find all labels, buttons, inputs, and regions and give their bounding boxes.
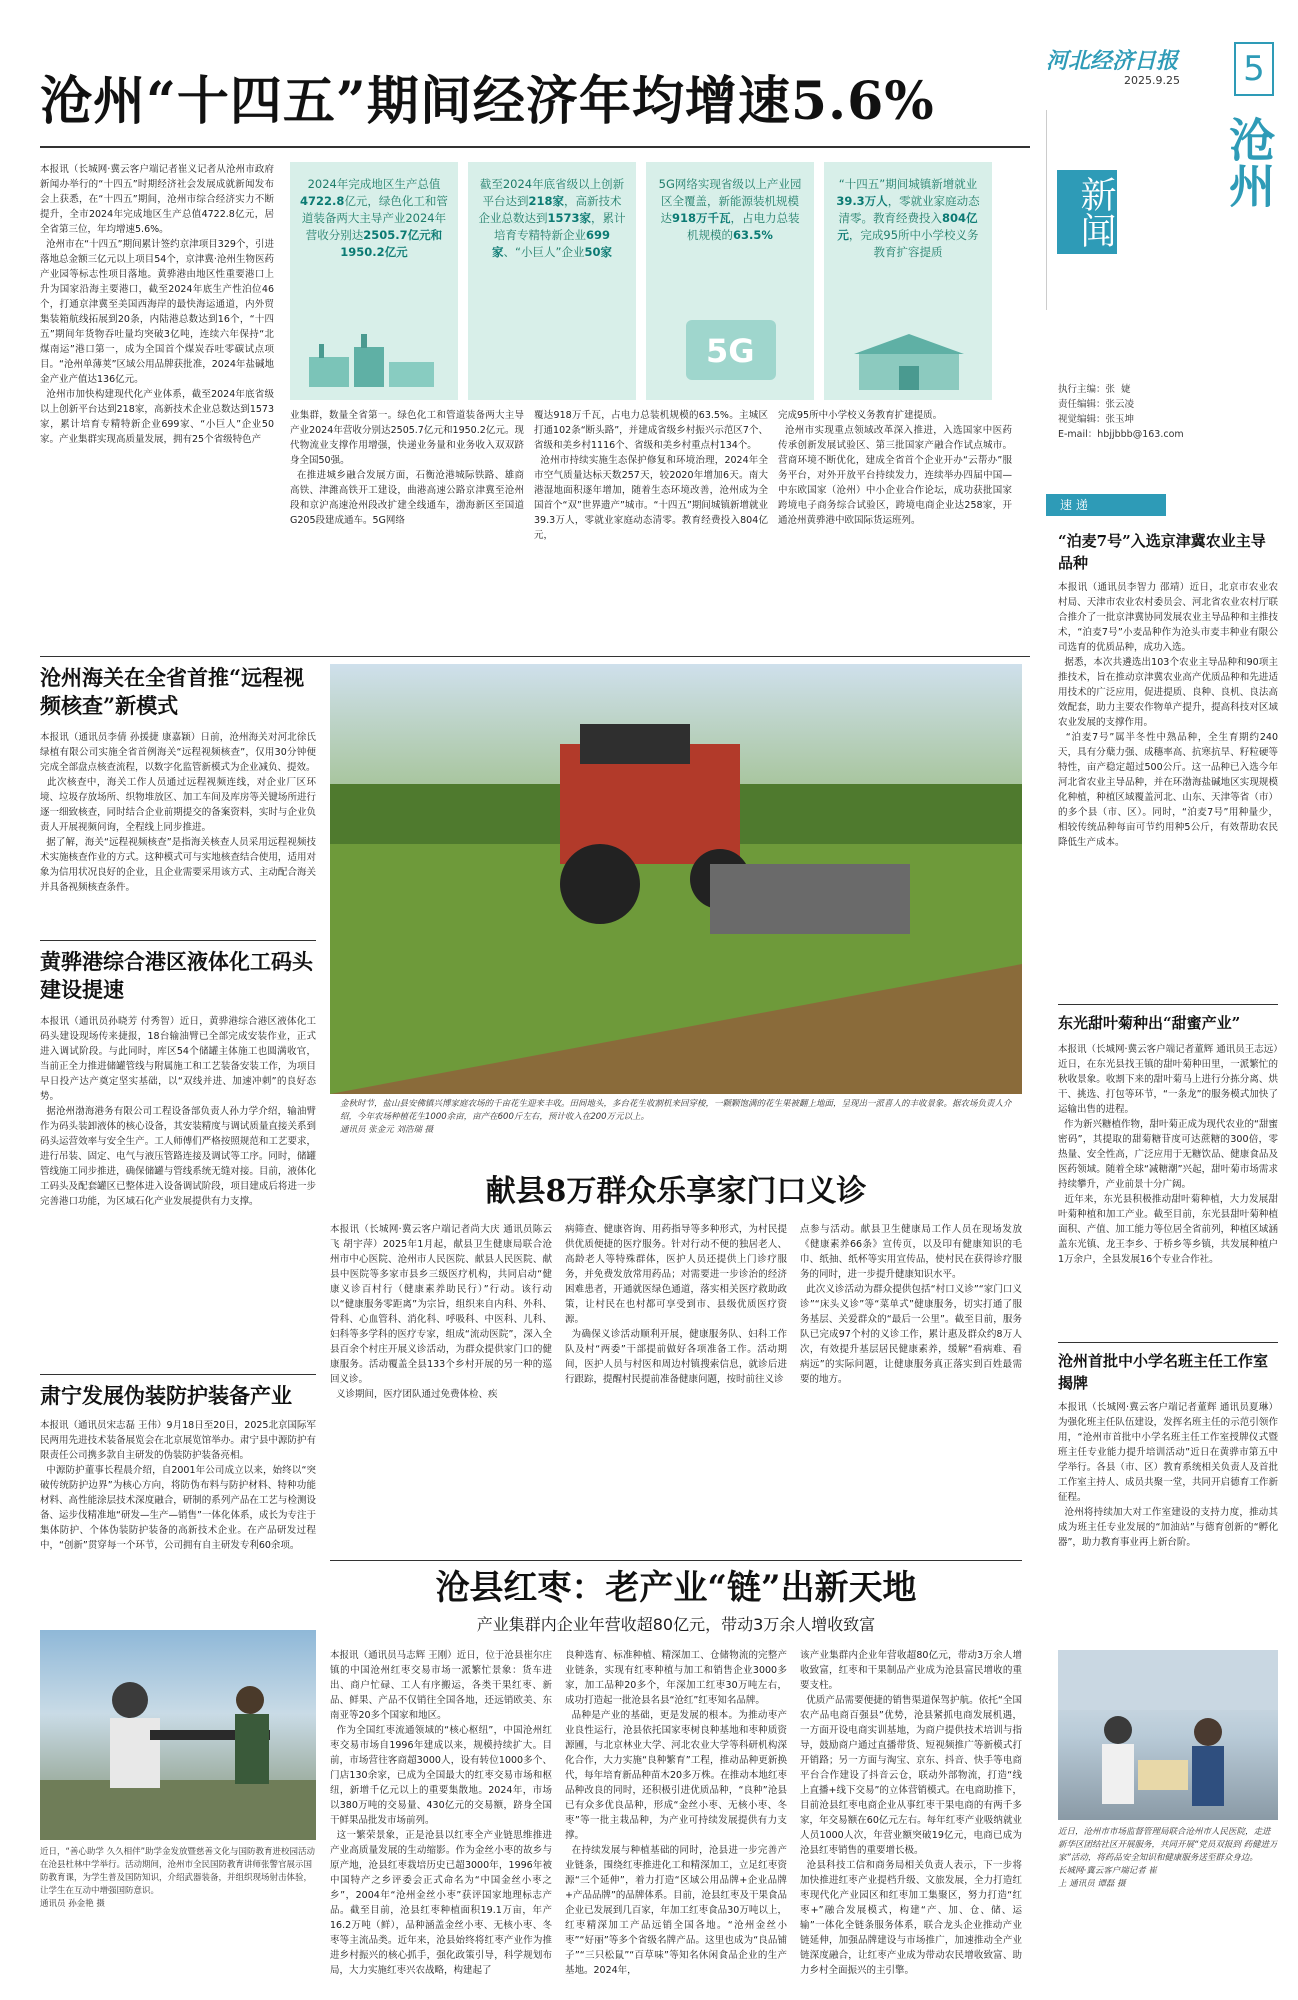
lead-body-cont1: 业集群，数量全省第一。绿色化工和管道装备两大主导产业2024年营收分别达2505.7亿元和1950.2亿元。现代物流业支撑作用增强，快递业务量和业务收入双双跻身全国50强。 在推进城乡融合发展方面，石衡沧港城际铁路、雄商高铁、津潍高铁开工建设，曲港高速公路京津冀至沧州段和京沪高速沧州段改扩建全线通车，渤海新区至国道G205段建成通车。5G网络 [290, 410, 524, 526]
photo-shooting-practice [40, 1630, 316, 1840]
article-title: 黄骅港综合港区液体化工码头建设提速 [40, 949, 313, 1002]
center-photo-caption: 金秋时节，盐山县安佛镇兴博家庭农场的千亩花生迎来丰收。田间地头，多台花生收割机来回穿梭，一颗颗饱满的花生果被翻上地面，呈现出一派喜人的丰收景象。据农场负责人介绍，今年农场种植花生1000余亩，亩产在600斤左右，预计收入在200万元以上。 通讯员 张金元 刘浩瑞 摄 [340, 1099, 1012, 1135]
sidebar-divider-2 [1058, 1342, 1278, 1343]
sidebar-banner [1046, 110, 1282, 310]
photo-medicine-safety [1058, 1650, 1278, 1820]
factory-illustration [298, 332, 450, 392]
jujube-article-col3: 该产业集群内企业年营收超80亿元，带动3万余人增收致富，红枣和干果制品产业成为沧县富民增收的重要支柱。 优质产品需要便捷的销售渠道保驾护航。依托“全国农产品电商百强县”优势，沧县紧抓电商发展机遇，一方面开设电商实训基地，为商户提供技术培训与指导，鼓励商户通过直播带货、短视频推广等新模式打开销路；另一方面与淘宝、京东、抖音、快手等电商平台合作建设了抖音云仓，联动外部物流，打造“线上直播+线下交易”的立体营销模式。在电商助推下，目前沧县红枣电商企业从事红枣干果电商的有两千多家，年交易额在60亿元左右。每年红枣产业吸纳就业人员1000人次，年营业额突破19亿元，电商已成为沧县红枣销售的重要增长极。 沧县科技工信和商务局相关负责人表示，下一步将加快推进红枣产业提档升级、文旅发展，全力打造红枣现代化产业园区和红枣加工集聚区，努力打造“红枣+”融合发展模式，构建“产、加、仓、储、运输”一体化全链条服务体系，联合龙头企业推动产业链延伸，加强品牌建设与市场推广，加速推动全产业链深度融合，让红枣产业成为带动农民增收致富、助力乡村全面振兴的主引擎。 [800, 1650, 1022, 1976]
article-title: 沧州海关在全省首推“远程视频核查”新模式 [40, 665, 305, 718]
sidebar-item-body: 本报讯（长城网·冀云客户端记者董辉 通讯员王志远）近日，在东光县找王镇的甜叶菊种田里，一派繁忙的秋收景象。收割下来的甜叶菊马上进行分拣分离、烘干、挑选、打包等环节，“一条龙”的服务模式加快了运输出售的进程。 作为新兴糖植作物，甜叶菊正成为现代农业的“甜蜜密码”，其提取的甜菊糖苷度可达蔗糖的300倍，零热量、安全性高，广泛应用于无糖饮品、健康食品及医药领域。随着全球“减糖潮”兴起，甜叶菊市场需求持续攀升，产业前景十分广阔。 近年来，东光县积极推动甜叶菊种植，大力发展甜叶菊种植和加工产业。截至目前，东光县甜叶菊种植面积、产值、加工能力等位居全省前列，种植区域涵盖东光镇、龙王李乡、于桥乡等乡镇，共发展种植户1万余户，全县发展16个专业合作社。 [1058, 1044, 1278, 1265]
stat-box-5g: 5G网络实现省级以上产业园区全覆盖，新能源装机规模达918万千瓦，占电力总装机规模的63.5% 5G [646, 162, 814, 400]
sidebar-item-title: “泊麦7号”入选京津冀农业主导品种 [1058, 532, 1266, 572]
issue-date: 2025.9.25 [1124, 74, 1180, 87]
stat-box-innovation: 截至2024年底省级以上创新平台达到218家，高新技术企业总数达到1573家，累计培育专精特新企业699家、“小巨人”企业50家 [468, 162, 636, 400]
article-title: 肃宁发展伪装防护装备产业 [40, 1383, 292, 1408]
article-body: 本报讯（通讯员孙晓芳 付秀智）近日，黄骅港综合港区液体化工码头建设现场传来捷报，18台输油臂已全部完成安装作业，正式进入调试阶段。与此同时，库区54个储罐主体施工也圆满收官，当前正全力推进储罐管线与附属施工和工艺装备安装工作，为项目早日投产达产奠定坚实基础，以“双线并进、加速冲刺”的良好态势。 据沧州渤海港务有限公司工程设备部负责人孙力学介绍，输油臂作为码头装卸液体的核心设备，其安装精度与调试质量直接关系到码头运营效率与安全生产。工人师傅们严格按照规范和工艺要求，进行吊装、固定、电气与液压管路连接及调试等工序。同时，储罐管线施工同步推进，确保储罐与管线系统无缝对接。目前，液体化工码头及配套罐区已整体进入设备调试阶段，项目建成后将进一步完善港口功能，为区域石化产业发展提供有力支撑。 [40, 1016, 316, 1207]
jujube-article-subtitle: 产业集群内企业年营收超80亿元，带动3万余人增收致富 [476, 1615, 876, 1634]
divider-left-1 [40, 940, 316, 941]
page-number-box [1234, 42, 1274, 96]
xian-article-title: 献县8万群众乐享家门口义诊 [485, 1174, 867, 1209]
sidebar-section: 新闻 [1057, 170, 1117, 254]
divider-left-2 [40, 1374, 316, 1375]
jujube-article-col2: 良种选育、标准种植、精深加工、仓储物流的完整产业链条，实现有红枣种植与加工和销售企业3000多家，加工品种20多个，年深加工红枣30万吨左右，成功打造起一批沧县名县“沧红”红枣知名品牌。 品种是产业的基础，更是发展的根本。为推动枣产业良性运行，沧县依托国家枣树良种基地和枣种质资源圃，与北京林业大学、河北农业大学等科研机构深化合作，大力实施“良种繁育”工程，推动品种更新换代，每年培育新品种苗木20多万株。在推动本地红枣品种改良的同时，还积极引进优质品种，“良种”沧县已有众多优良品种，形成“金丝小枣、无核小枣、冬枣”等一批主栽品种，为产业可持续发展提供有力支撑。 在持续发展与种植基础的同时，沧县进一步完善产业链条，围绕红枣推进化工和精深加工，立足红枣资源“三个延伸”，着力打造“区域公用品牌+企业品牌+产品品牌”的品牌体系。目前，沧县红枣及干果食品企业已发展到几百家，年加工红枣食品30万吨以上，红枣精深加工产品远销全国各地。“沧州金丝小枣”“好丽”等多个省级名牌产品。这里也成为“良品铺子”“三只松鼠”“百草味”等知名休闲食品企业的生产基地。2024年， [565, 1650, 787, 1976]
article-suning [40, 1382, 316, 1628]
5g-tower-illustration [666, 300, 796, 390]
headline-rule [40, 146, 1030, 148]
school-illustration [839, 332, 979, 392]
sidebar [1046, 110, 1282, 1980]
stat-box-gdp: 2024年完成地区生产总值4722.8亿元，绿色化工和管道装备两大主导产业2024年营收分别达2505.7亿元和 1950.2亿元 [290, 162, 458, 400]
divider-center [330, 1560, 1022, 1561]
article-body: 本报讯（通讯员宋志磊 王伟）9月18日至20日，2025北京国际军民两用先进技术装备展览会在北京展览馆举办。肃宁县中源防护有限责任公司携多款自主研发的伪装防护装备亮相。 中源防护董事长程晨介绍，自2001年公司成立以来，始终以“突破传统防护边界”为核心方向，将防伪布料与防护材料、特种功能材料、高性能涂层技术深度融合，研制的系列产品在工艺与检测设备、运步伐精准地“研发—生产—销售”一体化体系，成长为专注于集体防护、个体伪装防护装备的高新技术企业。在产品研发过程中，“创新”贯穿每一个环节，公司拥有自主研发专利60余项。 [40, 1420, 316, 1551]
left-photo-caption: 近日，“善心助学 久久相伴”助学金发放暨慈善文化与国防教育进校园活动在沧县杜林中学举行。活动期间，沧州市全民国防教育讲师张警官展示国防教育课，为学生普及国防知识，介绍武器装备，并组织现场射击体验，让学生在互动中增强国防意识。 通讯员 孙金艳 摄 [40, 1847, 316, 1909]
sidebar-item-body: 本报讯（长城网·冀云客户端记者董辉 通讯员夏琳）为强化班主任队伍建设，发挥名班主任的示范引领作用，“沧州市首批中小学名班主任工作室授牌仪式暨班主任专业能力提升培训活动”近日在黄骅市第五中学举行。各县（市、区）教育系统相关负责人及首批工作室主持人、成员共聚一堂，共同开启德育工作新征程。 沧州将持续加大对工作室建设的支持力度，推动其成为班主任专业发展的“加油站”与德育创新的“孵化器”，助力教育事业再上新台阶。 [1058, 1402, 1278, 1548]
sidebar-divider-1 [1058, 1004, 1278, 1005]
stat-box-employment: “十四五”期间城镇新增就业39.3万人，零就业家庭动态清零。教育经费投入804亿元，完成95所中小学校义务教育扩容提质 [824, 162, 992, 400]
lead-body: 本报讯（长城网·冀云客户端记者崔义记者从沧州市政府新闻办举行的“十四五”时期经济社会发展成就新闻发布会上获悉，在“十四五”期间，沧州市综合经济实力不断提升，全市2024年完成地区生产总值4722.8亿元，居全省第三位，年均增速5.6%。 沧州市在“十四五”期间累计签约京津项目329个，引进落地总金额三亿元以上项目54个，京津冀·沧州生物医药产业园等标志性项目落地。黄骅港由地区性重要港口上升为国家沿海主要港口，截至2024年底生产性泊位46个，打通京津冀至美国西海岸的最快海运通道，内外贸集装箱航线拓展到20条，内陆港总数达到16个，“十四五”期间年货物吞吐量均突破3亿吨，连续六年保持“北煤南运”港口第一，成为全国首个煤炭吞吐零碳试点项目。“沧州单薄荚”区域公用品牌获批准，2024年盐碱地金产业产值达136亿元。 沧州市加快构建现代化产业体系，截至2024年底省级以上创新平台达到218家，高新技术企业总数达到1573家，累计培育专精特新企业699家、“小巨人”企业50家。产业集群实现高质量发展，拥有25个省级特色产 [40, 164, 274, 445]
paper-name: 河北经济日报 [1046, 48, 1179, 74]
sidebar-item-title: 东光甜叶菊种出“甜蜜产业” [1058, 1014, 1241, 1032]
xian-article-col3: 点参与活动。献县卫生健康局工作人员在现场发放《健康素养66条》宣传页，以及印有健康知识的毛巾、纸抽、纸杯等实用宣传品，使村民在获得诊疗服务的同时，进一步提升健康知识水平。 此次义诊活动为群众提供包括“村口义诊”“家门口义诊”“床头义诊”等“菜单式”健康服务，切实打通了服务基层、关爱群众的“最后一公里”。截至目前，服务队已完成97个村的义诊工作，累计惠及群众约8万人次，有效提升基层居民健康素养，缓解“看病难、看病远”的实际问题，让健康服务真正落实到百姓最需要的地方。 [800, 1224, 1022, 1385]
page-number: 5 [1243, 49, 1265, 89]
xian-article-col2: 病筛查、健康咨询、用药指导等多种形式，为村民提供优质便捷的医疗服务。针对行动不便的独居老人、高龄老人等特殊群体，医护人员还提供上门诊疗服务，并免费发放常用药品；对需要进一步诊治的经济困难患者，开通就医绿色通道，落实相关医疗救助政策，让村民在也村都可享受到市、县级优质医疗资源。 为确保义诊活动顺利开展，健康服务队、妇科工作队及村“两委”干部提前做好各项准备工作。活动期间，医护人员与村医和周边村镇搜索信息，就诊后进行跟踪，提醒村民提前准备健康问题，按时前往义诊 [565, 1224, 787, 1385]
xian-article-col1: 本报讯（长城网·冀云客户端记者尚大庆 通讯员陈云飞 胡宇萍）2025年1月起，献县卫生健康局联合沧州市中心医院、沧州市人民医院、献县人民医院、献县中医院等多家市县乡三级医疗机构，共同启动“健康义诊百村行（健康素养助民行）”行动。该行动以“健康服务零距离”为宗旨，组织来自内科、外科、骨科、心血管科、消化科、呼吸科、中医科、儿科、妇科等多学科的医疗专家，组成“流动医院”，深入全县百余个村庄开展义诊活动，为群众提供家门口的健康服务。活动覆盖全县133个乡村开展的另一种的巡回义诊。 义诊期间，医疗团队通过免费体检、疾 [330, 1224, 552, 1400]
article-customs [40, 664, 316, 970]
jujube-article-col1: 本报讯（通讯员马志辉 王刚）近日，位于沧县崔尔庄镇的中国沧州红枣交易市场一派繁忙景象：货车进出、商户忙碌、工人有序搬运，各类干果红枣、新品、鲜果、产品不仅销往全国各地，还远销欧美、东南亚等20多个国家和地区。 作为全国红枣流通领域的“核心枢纽”，中国沧州红枣交易市场自1996年建成以来，规模持续扩大。目前，市场营往客商超3000人，设有转位1000多个、门店130余家，已成为全国最大的红枣交易市场和枢纽，新增千亿元以上的重要集散地。2024年，市场以380万吨的交易量、430亿元的交易额，跻身全国干鲜果品批发市场前列。 这一繁荣景象，正是沧县以红枣全产业链思维推进产业高质量发展的生动缩影。作为金丝小枣的故乡与原产地，沧县红枣栽培历史已超3000年，1996年被中国特产之乡评委会正式命名为“中国金丝小枣之乡”，2004年“沧州金丝小枣”获评国家地理标志产品。截至目前，沧县红枣种植面积19.1万亩，年产16.2万吨（鲜），品种涵盖金丝小枣、无核小枣、冬枣等主流品类。近年来，沧县始终将红枣产业作为推进乡村振兴的核心抓手，强化政策引导，科学规划布局，大力实施红枣兴农战略，构建起了 [330, 1650, 552, 1976]
photo-peanut-harvest [330, 664, 1022, 1094]
lead-body-cont2: 覆达918万千瓦，占电力总装机规模的63.5%。主城区打通102条“断头路”，并建成省级乡村振兴示范区7个、省级和美乡村1116个、省级和美乡村重点村134个。 沧州市持续实施生态保护修复和环境治理，2024年全市空气质量达标天数257天，较2020年增加6天。南大港湿地面积逐年增加，随着生态环境改善，沧州成为全国首个“双”世界遗产”城市。“十四五”期间城镇新增就业39.3万人，零就业家庭动态清零。教育经费投入804亿元， [534, 410, 768, 541]
sidebar-item-title: 沧州首批中小学名班主任工作室揭牌 [1058, 1352, 1269, 1392]
lead-body-cont3: 完成95所中小学校义务教育扩建提质。 沧州市实现重点领域改革深入推进，入选国家中医药传承创新发展试验区、第三批国家产融合作试点城市。营商环境不断优化，建成全省首个企业开办“云帮办”服务平台，对外开放平台持续发力，连续举办四届中国—中东欧国家（沧州）中小企业合作论坛，成功获批国家跨境电子商务综合试验区，跨境电商企业达258家，开通沧州黄骅港中欧国际货运班列。 [778, 410, 1012, 526]
quick-news-label: 速 递 [1046, 494, 1166, 516]
article-body: 本报讯（通讯员李倩 孙援捷 康嘉颖）日前，沧州海关对河北徐氏绿植有限公司实施全省首例海关“远程视频核查”，仅用30分钟便完成全部盘点核查流程，以数字化监管新模式为企业减负、提效。 此次核查中，海关工作人员通过远程视频连线，对企业厂区环境、垃圾存放场所、织物堆放区、加工车间及库房等关键场所进行逐一细致核查，同时结合企业前期提交的备案资料，实时与企业负责人开展视频问询，全程线上同步推进。 据了解，海关“远程视频核查”是指海关核查人员采用远程视频技术实施核查作业的方式。这种模式可与实地核查结合使用，适用对象为信用状况良好的企业，且企业需要采用该方式、主动配合海关并具备视频核查条件。 [40, 732, 316, 893]
article-huanghua-port [40, 948, 316, 1376]
sidebar-photo-caption: 近日，沧州市市场监督管理局联合沧州市人民医院，走进新华区团结社区开展服务，共同开展“党员双报到 药健进万家”活动，将药品安全知识和健康服务送至群众身边。 长城网·冀云客户端记者 崔 上 通讯员 谭磊 摄 [1058, 1827, 1278, 1889]
sidebar-item-body: 本报讯（通讯员李智力 邵靖）近日，北京市农业农村局、天津市农业农村委员会、河北省农业农村厅联合推介了一批京津冀协同发展农业主导品种和主推技术，“泊麦7号”小麦品种作为沧头市麦丰种业有限公司选育的优质品种，成功入选。 据悉，本次共遴选出103个农业主导品种和90项主推技术，旨在推动京津冀农业高产优质品种和先进适用技术的广泛应用，促进提质、良种、良机、良法高效配套，助力主要农作物单产提升，提高科技对区域农业发展的支撑作用。 “泊麦7号”属半冬性中熟品种，全生育期约240天，具有分蘖力强、成穗率高、抗寒抗旱、籽粒硬等特性，亩产稳定超过500公斤。这一品种已入选今年河北省农业主导品种，并在环渤海盐碱地区实现规模化种植，种植区域覆盖河北、山东、天津等省（市）的多个县（市、区）。同时，“泊麦7号”用种量少，相较传统品种每亩可节约用种5公斤，有效帮助农民降低生产成本。 [1058, 582, 1278, 848]
jujube-article-title: 沧县红枣：老产业“链”出新天地 [435, 1568, 917, 1608]
svg-text:5G: 5G [706, 332, 755, 370]
masthead [1046, 42, 1282, 102]
divider-lead [40, 656, 1030, 657]
sidebar-editors: 执行主编：张 婕 责任编辑：张云凌 视觉编辑：张玉坤 E-mail：hbjjbbb@163.com [1058, 384, 1184, 440]
sidebar-city: 沧州 [1222, 116, 1276, 208]
lead-headline: 沧州“十四五”期间经济年均增速5.6% [40, 71, 935, 132]
